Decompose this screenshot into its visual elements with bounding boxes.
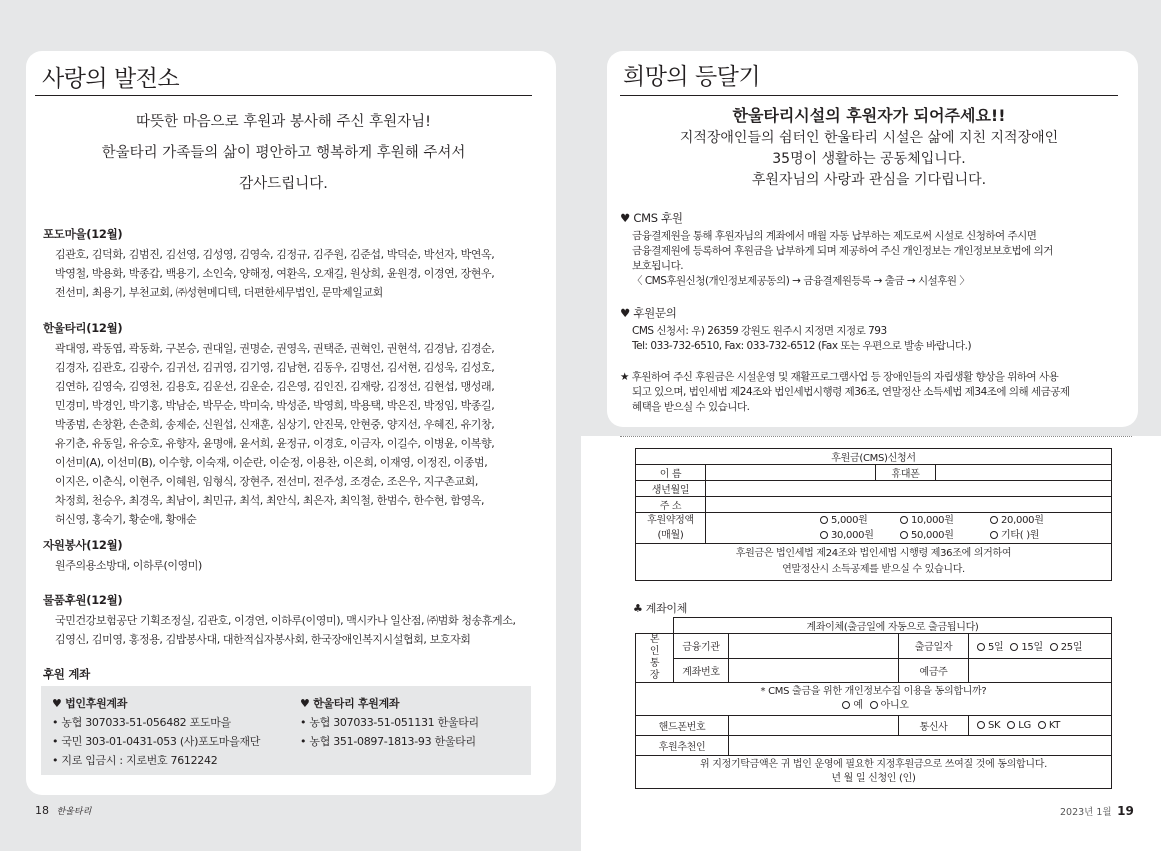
- transfer-title: 계좌이체(출금일에 자동으로 출금됩니다): [674, 618, 1112, 634]
- account-item: • 농협 307033-51-056482 포도마을: [52, 716, 231, 729]
- birth-field[interactable]: [706, 481, 1112, 497]
- donor-line: 이지은, 이춘식, 이현주, 이혜원, 임형식, 장현주, 전선미, 전주성, 조경순, 조은우, 지구촌교회,: [55, 475, 478, 488]
- amount-label-line: (매월): [657, 530, 684, 541]
- own-account-label: 본 인 통 장: [636, 634, 674, 683]
- corporate-accounts: [52, 694, 260, 770]
- left-title-rule: [35, 95, 532, 96]
- carrier-option[interactable]: [1034, 720, 1060, 731]
- donor-line: 차정희, 천승우, 최경옥, 최남이, 최민규, 최석, 최안식, 최은자, 최익철, 한범수, 한수현, 함영옥,: [55, 494, 485, 507]
- phone-field[interactable]: [936, 465, 1112, 481]
- tax-note-line: ★ 후원하여 주신 후원금은 시설운영 및 재활프로그램사업 등 장애인들의 자립생활 향상을 위하여 사용: [620, 371, 1059, 383]
- law-note: [636, 544, 1112, 581]
- amount-row: [816, 528, 1107, 543]
- donor-line: 이선미(A), 이선미(B), 이수향, 이숙재, 이순란, 이순정, 이용찬, 이은희, 이재영, 이정진, 이종범,: [55, 456, 488, 469]
- donor-line: 허신영, 홍숙기, 황순애, 황애순: [55, 513, 197, 526]
- radio-icon: [820, 516, 828, 524]
- group-head-volunteer: 자원봉사(12월): [43, 538, 123, 552]
- bank-field[interactable]: [729, 634, 899, 659]
- form-title: 후원금(CMS)신청서: [636, 449, 1112, 465]
- account-item: • 국민 303-01-0431-053 (사)포도마을재단: [52, 735, 261, 748]
- donor-line: 김관호, 김덕화, 김범진, 김선영, 김성영, 김영숙, 김정규, 김주원, 김준섭, 박덕순, 박선자, 박연옥,: [55, 248, 495, 261]
- holder-label: 예금주: [899, 658, 969, 683]
- group-body-hanultari: [55, 339, 494, 529]
- holder-field[interactable]: [969, 658, 1112, 683]
- inquiry-body: [632, 324, 1132, 354]
- donor-line: 박영철, 박용화, 박종갑, 백용기, 소인숙, 양해정, 여환옥, 오재길, 원상희, 윤원경, 이경연, 장현우,: [55, 267, 495, 280]
- donor-line: 전선미, 최용기, 부천교회, ㈜성현메디텍, 더편한세무법인, 문막제일교회: [55, 286, 383, 299]
- amount-option[interactable]: [986, 513, 1044, 528]
- withdraw-days: [969, 634, 1112, 659]
- consent-yes-label: 예: [853, 700, 863, 711]
- amount-label-line: 후원약정액: [647, 515, 694, 526]
- day-option[interactable]: [1006, 642, 1043, 653]
- donor-line: 유기춘, 유동일, 유승호, 유향자, 윤명애, 윤서희, 윤정규, 이경호, 이금자, 이길수, 이병윤, 이복향,: [55, 437, 495, 450]
- cms-body: [632, 229, 1132, 289]
- carrier-option-label: KT: [1048, 720, 1061, 731]
- radio-icon: [990, 516, 998, 524]
- left-intro-line: 한울타리 가족들의 삶이 평안하고 행복하게 후원해 주셔서: [101, 145, 466, 161]
- right-page-number: 19: [1117, 804, 1134, 818]
- address-label: 주 소: [636, 497, 706, 513]
- phone-label: 휴대폰: [876, 465, 936, 481]
- left-intro-line: 따뜻한 마음으로 후원과 봉사해 주신 후원자님!: [136, 114, 431, 130]
- recommender-field[interactable]: [729, 736, 1112, 756]
- amount-option-label: 50,000원: [911, 530, 954, 541]
- left-section-title: 사랑의 발전소: [42, 66, 180, 92]
- name-field[interactable]: [706, 465, 876, 481]
- carrier-options: [969, 716, 1112, 736]
- footer-date: 2023년 1월: [1060, 807, 1112, 818]
- left-page-number: 18: [35, 804, 49, 817]
- recommender-label: 후원추천인: [636, 736, 729, 756]
- transfer-form: [635, 617, 1112, 789]
- amount-option-label: 20,000원: [1001, 515, 1044, 526]
- amount-option[interactable]: [896, 513, 986, 528]
- account-section-title: 후원 계좌: [43, 667, 90, 681]
- cms-line: 금융결제원에 등록하여 후원금을 납부하게 되며 제공하여 주신 개인정보는 개인정보보호법에 의거: [632, 245, 1053, 257]
- left-intro: [35, 107, 532, 200]
- cell-label: 핸드폰번호: [636, 716, 729, 736]
- carrier-option-label: SK: [988, 720, 1001, 731]
- radio-icon: [1050, 643, 1058, 651]
- donor-line: 박종범, 손창환, 손춘희, 송제순, 신원섭, 신재훈, 심상기, 안진묵, 안현중, 양지선, 우혜진, 유기창,: [55, 418, 495, 431]
- amount-label: [636, 513, 706, 544]
- group-body-goods: [55, 611, 516, 649]
- group-head-hanultari: 한울타리(12월): [43, 321, 123, 335]
- radio-icon: [900, 516, 908, 524]
- account-item: • 농협 351-0897-1813-93 한울타리: [300, 735, 476, 748]
- cms-line: 〈 CMS후원신청(개인정보제공동의) → 금융결제원등록 → 출금 → 시설후원 〉: [632, 275, 970, 287]
- group-head-goods: 물품후원(12월): [43, 593, 123, 607]
- agreement-row: [636, 756, 1112, 789]
- amount-option[interactable]: [816, 513, 896, 528]
- consent-no-label: 아니오: [880, 700, 909, 711]
- left-intro-line: 감사드립니다.: [239, 176, 328, 192]
- cell-field[interactable]: [729, 716, 899, 736]
- bank-label: 금융기관: [674, 634, 729, 659]
- consent-question: * CMS 출금을 위한 개인정보수집 이용을 동의합니까?: [760, 686, 987, 697]
- radio-icon: [977, 721, 985, 729]
- tax-note-line: 되고 있으며, 법인세법 제24조와 법인세법시행령 제36조, 연말정산 소득세법 제34조에 의해 세금공제: [632, 386, 1070, 398]
- account-number-label: 계좌번호: [674, 658, 729, 683]
- radio-icon: [990, 531, 998, 539]
- account-number-field[interactable]: [729, 658, 899, 683]
- left-page-footer: [35, 804, 91, 817]
- law-note-line: 연말정산시 소득공제를 받으실 수 있습니다.: [782, 564, 965, 575]
- address-field[interactable]: [706, 497, 1112, 513]
- radio-icon: [842, 701, 850, 709]
- cms-line: 금융결제원을 통해 후원자님의 계좌에서 매월 자동 납부하는 제도로써 시설로 신청하여 주시면: [632, 230, 1037, 242]
- donor-line: 곽대영, 곽동엽, 곽동화, 구본승, 권대일, 권명순, 권영옥, 권택준, 권혁인, 권현석, 김경남, 김경순,: [55, 342, 495, 355]
- inquiry-head: ♥ 후원문의: [620, 306, 677, 320]
- account-item: • 지로 입금시 : 지로번호 7612242: [52, 754, 218, 767]
- day-option-label: 25일: [1060, 642, 1083, 654]
- dotted-separator: [620, 436, 1132, 437]
- radio-icon: [977, 643, 985, 651]
- carrier-label: 통신사: [899, 716, 969, 736]
- tax-note-line: 혜택을 받으실 수 있습니다.: [632, 401, 750, 413]
- consent-no-option[interactable]: [866, 700, 909, 711]
- amount-option-label: 30,000원: [831, 530, 874, 541]
- radio-icon: [820, 531, 828, 539]
- agreement-line: 위 지정기탁금액은 귀 법인 운영에 필요한 지정후원금으로 쓰여질 것에 동의합니다.: [699, 759, 1048, 770]
- withdraw-label: 출금일자: [899, 634, 969, 659]
- law-note-line: 후원금은 법인세법 제24조와 법인세법 시행령 제36조에 의거하여: [735, 548, 1012, 559]
- transfer-corner: [636, 618, 674, 634]
- carrier-option-label: LG: [1018, 720, 1031, 731]
- signature-line: 년 월 일 신청인 (인): [831, 773, 916, 784]
- carrier-option[interactable]: [973, 720, 1000, 731]
- inquiry-line: Tel: 033-732-6510, Fax: 033-732-6512 (Fax 또는 우편으로 발송 바랍니다.): [632, 340, 972, 352]
- radio-icon: [1007, 721, 1015, 729]
- day-option-label: 15일: [1021, 642, 1043, 654]
- account-item: • 농협 307033-51-051131 한울타리: [300, 716, 479, 729]
- right-section-title: 희망의 등달기: [623, 64, 761, 90]
- corporate-accounts-head: ♥ 법인후원계좌: [52, 697, 128, 710]
- carrier-option[interactable]: [1003, 720, 1031, 731]
- amount-option-label: 5,000원: [831, 515, 868, 526]
- donor-line: 민경미, 박경인, 박기홍, 박남순, 박무순, 박미숙, 박성준, 박영희, 박용택, 박은진, 박정임, 박종길,: [55, 399, 495, 412]
- day-option-label: 5일: [988, 642, 1004, 654]
- amount-option[interactable]: [896, 528, 986, 543]
- right-headline: 한울타리시설의 후원자가 되어주세요!!: [732, 106, 1006, 125]
- group-body-podo: [55, 245, 494, 302]
- cms-line: 보호됩니다.: [632, 260, 684, 272]
- consent-options: [636, 699, 1111, 713]
- cms-application-form: [635, 448, 1112, 581]
- transfer-head: ♣ 계좌이체: [633, 602, 688, 615]
- donor-line: 김영신, 김미영, 홍정용, 김밥봉사대, 대한적십자봉사회, 한국장애인복지시설협회, 보호자회: [55, 633, 471, 646]
- amount-row: [816, 513, 1107, 528]
- hanultari-accounts-head: ♥ 한울타리 후원계좌: [300, 697, 400, 710]
- right-page-footer: [1060, 804, 1134, 818]
- day-option[interactable]: [973, 642, 1003, 653]
- right-intro-line: 35명이 생활하는 공동체입니다.: [772, 151, 966, 167]
- right-intro: [620, 104, 1118, 191]
- cms-head: ♥ CMS 후원: [620, 211, 683, 225]
- consent-row: [636, 683, 1112, 716]
- amount-option-label: 10,000원: [911, 515, 954, 526]
- amount-option-label: 기타( )원: [1001, 530, 1040, 541]
- radio-icon: [1010, 643, 1018, 651]
- right-title-rule: [620, 95, 1118, 96]
- right-intro-line: 후원자님의 사랑과 관심을 기다립니다.: [751, 172, 987, 188]
- day-option[interactable]: [1046, 642, 1083, 653]
- donor-line: 김경자, 김관호, 김광수, 김귀선, 김귀영, 김기영, 김남현, 김동우, 김명선, 김서현, 김성욱, 김성호,: [55, 361, 495, 374]
- radio-icon: [870, 701, 878, 709]
- amount-options: [706, 513, 1112, 544]
- donor-line: 원주의용소방대, 이하루(이영미): [55, 559, 202, 572]
- tax-note: [620, 370, 1132, 415]
- group-body-volunteer: [55, 556, 202, 575]
- consent-yes-option[interactable]: [838, 700, 862, 711]
- hanultari-accounts: [300, 694, 479, 751]
- radio-icon: [1038, 721, 1046, 729]
- radio-icon: [900, 531, 908, 539]
- right-intro-line: 지적장애인들의 쉼터인 한울타리 시설은 삶에 지친 지적장애인: [679, 130, 1059, 146]
- footer-logo: 한울타리: [56, 807, 92, 817]
- name-label: 이 름: [636, 465, 706, 481]
- amount-option[interactable]: [816, 528, 896, 543]
- group-head-podo: 포도마을(12월): [43, 227, 123, 241]
- birth-label: 생년월일: [636, 481, 706, 497]
- amount-option[interactable]: [986, 528, 1039, 543]
- inquiry-line: CMS 신청서: 우) 26359 강원도 원주시 지정면 지정로 793: [632, 325, 887, 337]
- donor-line: 김연하, 김영숙, 김영천, 김용호, 김운선, 김운순, 김은영, 김인진, 김재랑, 김정선, 김현섭, 맹성래,: [55, 380, 495, 393]
- donor-line: 국민건강보험공단 기획조정실, 김관호, 이경연, 이하루(이영미), 맥시카나 일산점, ㈜범화 청송휴게소,: [55, 614, 516, 627]
